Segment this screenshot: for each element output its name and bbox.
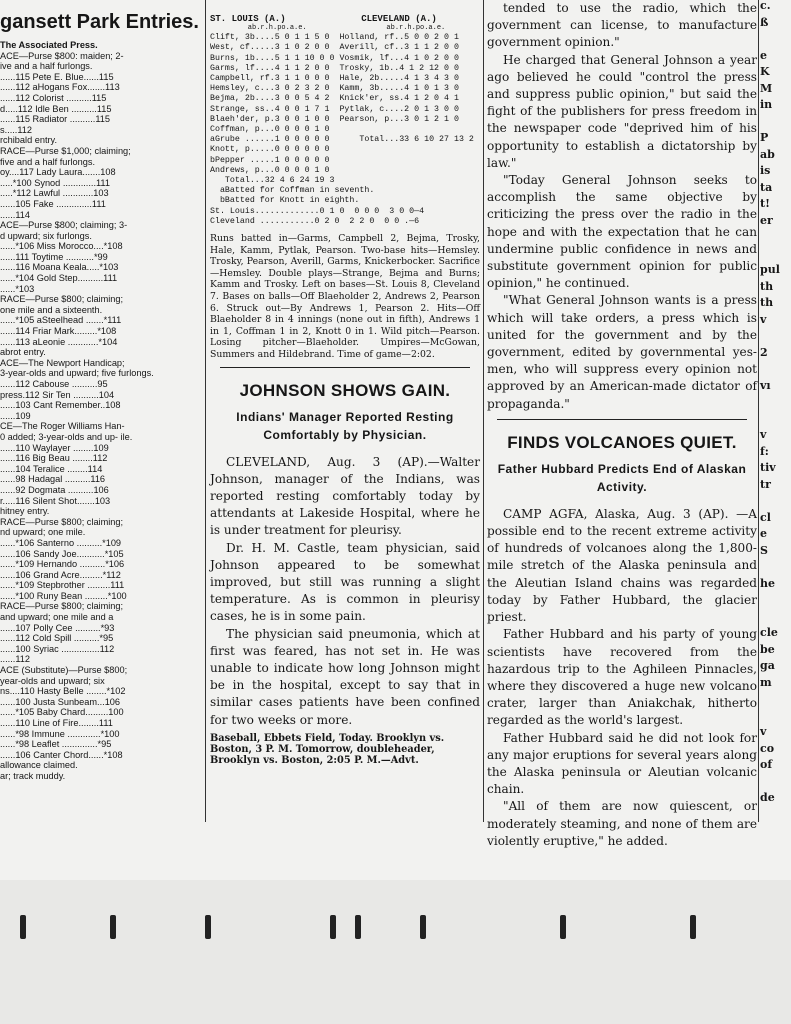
edge-fragment: tiv	[760, 461, 776, 474]
paragraph: "All of them are now quiescent, or moderately steaming, and none of them are violently eruptive," he added.	[487, 799, 757, 848]
entry-line: .....*100 Synod .............111	[0, 177, 110, 188]
race-conditions: 0 added; 3-year-olds and up- ile.	[0, 431, 133, 442]
article-headline: JOHNSON SHOWS GAIN.	[239, 380, 451, 400]
edge-fragment: ta	[760, 180, 773, 194]
article-body	[210, 454, 480, 729]
entry-line: s.....112	[0, 124, 33, 135]
edge-fragment: e	[760, 48, 767, 62]
paragraph: CAMP AGFA, Alaska, Aug. 3 (AP). —A possible end to the recent extreme activity of hundreds of volcanoes along the 1,800-mile stretch of the Alaska peninsula and the Aleutian Island chains was regarded today by Father Hubbard, the glacier priest.	[487, 506, 757, 625]
paragraph: Father Hubbard said he did not look for any major eruptions for several years along the Alaska peninsula or Aleutian volcanic chain.	[487, 730, 757, 797]
byline: The Associated Press.	[0, 40, 98, 50]
advertisement: Baseball, Ebbets Field, Today. Brooklyn vs. Boston, 3 P. M. Tomorrow, doubleheader, Brooklyn vs. Boston, 2:05 P. M.—Advt.	[210, 732, 445, 767]
edge-fragment	[760, 776, 791, 793]
scan-margin	[0, 880, 791, 1024]
article-body	[487, 506, 757, 850]
edge-fragment: be	[760, 642, 775, 656]
edge-fragment: c.	[760, 0, 771, 12]
box-score-summary: Runs batted in—Garms, Campbell 2, Bejma, Trosky, Hale, Kamm, Pytlak, Pearson. Two-base hits—Hemsley. Trosky, Pearson, Averill, Garms, Knickerbocker. Sacrifice—Hemsley. Double plays—Strange, Bejma and Burns; Kamm and Trosky. Left on bases—St. Louis 8, Cleveland 7. Bases on balls—Off Blaeholder 2, Andrews 2, Pearson 6. Struck out—By Andrews 1, Pearson 2. Hits—Off Blaeholder 8 in 4 innings (none out in fifth), Andrews 1 in 1, Coffman 1 in 2, Knott 0 in 1. Wild pitch—Pearson. Losing pitcher—Blaeholder. Umpires—McGowan, Summers and Hildebrand. Time of game—2:02.	[210, 233, 480, 360]
paragraph: Dr. H. M. Castle, team physician, said Johnson appeared to be somewhat improved, but still was running a slight temperature. As is common in pleurisy cases, he is in some pain.	[210, 540, 480, 624]
entry-line: ......106 Grand Acre.........*112	[0, 569, 121, 580]
race-title: RACE—Purse $1,000; claiming;	[0, 145, 131, 156]
paragraph: He charged that General Johnson a year ago believed he could "control the press and suppress public opinion," but said the fight of the publishers for press freedom in the newspaper code "deprived him of his opportunity to establish a dictatorship by law."	[487, 52, 757, 170]
entry-line: ......*98 Leaflet ..............*95	[0, 739, 112, 750]
entry-line: ......*100 Runy Bean .........*100	[0, 590, 127, 601]
entry-line: ......104 Teralice ........114	[0, 463, 103, 474]
box-score-table	[210, 33, 480, 227]
divider	[220, 367, 470, 368]
race-title: ACE (Substitute)—Purse $800;	[0, 665, 128, 676]
edge-fragment: er	[760, 213, 773, 227]
entry-line: ......112 aHogans Fox.......113	[0, 82, 120, 93]
entry-line: ......115 Radiator ..........115	[0, 114, 110, 125]
edge-fragment	[760, 231, 791, 248]
edge-fragment: cle	[760, 626, 778, 639]
continued-article-body	[487, 0, 757, 413]
edge-fragment: de	[760, 791, 775, 804]
edge-fragment: ga	[760, 659, 775, 672]
entry-line: oy....117 Lady Laura.......108	[0, 167, 116, 178]
edge-fragment: v	[760, 312, 767, 326]
entry-line: ......112 Colorist ..........115	[0, 92, 107, 103]
box-score-row: bBatted for Knott in eighth.	[210, 196, 360, 206]
entry-line: ......*104 Gold Step..........111	[0, 273, 118, 284]
race-conditions: five and a half furlongs.	[0, 156, 95, 167]
edge-fragment	[760, 594, 791, 611]
middle-column	[210, 0, 480, 822]
box-score-row: Total...32 4 6 24 19 3	[210, 176, 335, 186]
edge-fragment	[760, 611, 791, 628]
divider	[497, 419, 747, 420]
article-deck: Father Hubbard Predicts End of Alaskan Activity.	[497, 461, 747, 494]
entry-line: ......112	[0, 654, 30, 665]
entry-line: ......*109 Stepbrother .........111	[0, 580, 125, 591]
edge-fragment: 2	[760, 345, 768, 359]
paragraph: "What General Johnson wants is a press which will take orders, a press which is united for the government and by the government, edited by governmental yes-men, who will suppress every opinion not approved by an American-made dictator of propaganda."	[487, 293, 757, 411]
edge-fragment: th	[760, 296, 774, 309]
edge-fragment: is	[760, 164, 771, 177]
entry-line: ......110 Line of Fire........111	[0, 718, 113, 728]
paragraph: The physician said pneumonia, which at first was feared, has not set in. He was unable to indicate how long Johnson might be in the hospital, except to say that in similar cases patients have been confined for two weeks or more.	[210, 626, 480, 727]
edge-fragment: m	[760, 675, 772, 689]
scan-artifact	[330, 915, 336, 939]
edge-fragment: in	[760, 98, 773, 111]
edge-fragment: v	[760, 725, 767, 738]
box-score-row: Burns, 1b....5 1 1 10 0 0 Vosmik, lf...4 1 0 2 0 0	[210, 53, 459, 63]
edge-fragment: S	[760, 543, 768, 557]
entry-line: ......98 Hadagal ..........116	[0, 474, 106, 485]
box-score-row: Campbell, rf.3 1 1 0 0 0 Hale, 2b.....4 1 3 4 3 0	[210, 74, 459, 84]
article-deck: Indians' Manager Reported Resting Comfortably by Physician.	[236, 409, 454, 442]
box-score-row: West, cf.....3 1 0 2 0 0 Averill, cf..3 1 1 2 0 0	[210, 43, 459, 53]
scan-artifact	[20, 915, 26, 939]
scan-artifact	[420, 915, 426, 939]
edge-fragment: M	[760, 81, 773, 95]
edge-fragment: e	[760, 527, 767, 540]
edge-fragment	[760, 363, 791, 380]
entry-line: ......106 Canter Chord......*108	[0, 749, 123, 760]
entry-line: ......106 Sandy Joe...........*105	[0, 548, 124, 559]
entry-line: ......114 Friar Mark.........*108	[0, 326, 117, 337]
paragraph: Father Hubbard and his party of young scientists have recovered from the hazardous trip to the Aghileen Pinnacles, where they discovered a huge new volcano crater, larger than Aniakchak, hitherto regarded as the world's largest.	[487, 627, 757, 728]
edge-fragment	[760, 693, 791, 710]
edge-fragment: K	[760, 65, 770, 78]
race-title: ACE—Purse $800: maiden; 2-	[0, 50, 124, 61]
entry-line: ......109	[0, 410, 31, 421]
scan-artifact	[560, 915, 566, 939]
entry-line: ......*109 Hernando ..........*106	[0, 559, 125, 570]
race-title: rchibald entry.	[0, 135, 58, 146]
edge-fragment	[760, 33, 791, 50]
entry-line: ......114	[0, 209, 30, 220]
column-rule	[758, 0, 759, 822]
box-score-row: Clift, 3b....5 0 1 1 5 0 Holland, rf..5 0 0 2 0 1	[210, 33, 459, 43]
column-rule	[483, 0, 484, 822]
edge-fragment	[760, 396, 791, 413]
edge-fragment: pul	[760, 263, 780, 276]
race-conditions: ive and a half furlongs.	[0, 61, 93, 72]
entry-line: ......100 Justa Sunbeam...106	[0, 696, 121, 707]
entry-line: ......*98 Immune .............*100	[0, 728, 120, 739]
entry-line: ......92 Dogmata ..........106	[0, 484, 109, 495]
race-conditions: one mile and a sixteenth.	[0, 304, 103, 315]
race-list	[0, 51, 200, 782]
edge-fragment	[760, 413, 791, 430]
edge-fragment: cl	[760, 510, 771, 524]
paragraph: "Today General Johnson seeks to accomplish the same objective by criticizing the press over the radio in the hope and with the expectation that he can undermine public confidence in news and substitute government opinion for public opinion," he continued.	[487, 173, 757, 291]
box-score-row: Strange, ss..4 0 0 1 7 1 Pytlak, c....2 0 1 3 0 0	[210, 104, 459, 114]
edge-fragment: P	[760, 131, 769, 144]
edge-fragment: of	[760, 758, 773, 771]
edge-fragment	[760, 330, 791, 347]
box-score-row: Andrews, p...0 0 0 0 1 0	[210, 165, 330, 175]
column-heading: gansett Park Entries.	[0, 11, 199, 33]
entry-line: ......*103	[0, 283, 35, 294]
box-score-header: ST. LOUIS (A.) CLEVELAND (A.)	[210, 14, 437, 24]
edge-fragment: co	[760, 741, 775, 755]
paragraph: CLEVELAND, Aug. 3 (AP).—Walter Johnson, manager of the Indians, was reported resting comfortably today by attendants at Lakeside Hospital, where he is under treatment for pleurisy.	[210, 454, 480, 538]
box-score-row: bPepper .....1 0 0 0 0 0	[210, 155, 330, 165]
edge-fragment: ab	[760, 147, 775, 161]
race-title: RACE—Purse $800; claiming;	[0, 516, 124, 527]
entry-line: .....*112 Lawful ............103	[0, 188, 109, 199]
scan-artifact	[355, 915, 361, 939]
box-score-row: Knott, p.....0 0 0 0 0 0	[210, 145, 330, 155]
entry-line: d.....112 Idle Ben ..........115	[0, 103, 112, 114]
entry-line: ns....110 Hasty Belle ........*102	[0, 686, 126, 697]
race-conditions: 3-year-olds and upward; five furlongs.	[0, 368, 154, 379]
entry-line: ......116 Moana Keala.....*103	[0, 262, 119, 273]
entry-line: ......110 Waylayer ........109	[0, 442, 109, 453]
entry-line: ......*106 Miss Morocco....*108	[0, 241, 123, 252]
race-conditions: d upward; six furlongs.	[0, 230, 92, 241]
edge-fragment: tr	[760, 477, 771, 491]
entry-line: ......115 Pete E. Blue......115	[0, 71, 114, 82]
edge-fragment	[760, 495, 791, 512]
edge-fragment: he	[760, 576, 775, 590]
race-entries-column	[0, 10, 200, 835]
race-title: ar; track muddy.	[0, 770, 66, 781]
entry-line: ......112 Cold Spill ..........*95	[0, 633, 114, 644]
edge-fragment	[760, 248, 791, 265]
box-score-row: Blaeh'der, p.3 0 0 1 0 0 Pearson, p...3 0 1 2 1 0	[210, 114, 459, 124]
entry-line: ......*105 Baby Chard.........100	[0, 707, 124, 718]
race-title: CE—The Roger Williams Han-	[0, 421, 125, 432]
paragraph: tended to use the radio, which the government can license, to manufacture government opinion."	[487, 1, 757, 50]
entry-line: ......*106 Santerno ..........*109	[0, 537, 122, 548]
entry-line: ......111 Toytime ...........*99	[0, 251, 108, 262]
edge-fragment	[760, 561, 791, 578]
scan-artifact	[205, 915, 211, 939]
article-headline: FINDS VOLCANOES QUIET.	[507, 432, 737, 452]
box-score-row: Bejma, 2b....3 0 0 5 4 2 Knick'er, ss.4 1 2 0 4 1	[210, 94, 459, 104]
box-score-subheader: ab.r.h.po.a.e. ab.r.h.po.a.e.	[210, 24, 446, 33]
race-title: ACE—The Newport Handicap;	[0, 357, 125, 368]
box-score-row: Hemsley, c...3 0 2 3 2 0 Kamm, 3b.....4 1 0 1 3 0	[210, 84, 459, 94]
scan-artifact	[690, 915, 696, 939]
race-conditions: year-olds and upward; six	[0, 675, 105, 686]
edge-fragment	[760, 116, 791, 133]
edge-fragment	[760, 710, 791, 727]
box-score-row: Cleveland ...........0 2 0 2 2 0 0 0 .—6	[210, 216, 420, 226]
edge-fragment: vı	[760, 378, 771, 392]
entry-line: ......112 Cabouse ..........95	[0, 379, 108, 389]
edge-fragment: v	[760, 428, 767, 441]
entry-line: r.....116 Silent Shot.......103	[0, 495, 111, 506]
race-title: abrot entry.	[0, 347, 46, 358]
race-title: ACE—Purse $800; claiming; 3-	[0, 220, 128, 231]
entry-line: ......*105 aSteelhead .......*111	[0, 315, 122, 326]
entry-line: ......116 Big Beau ........112	[0, 453, 108, 464]
box-score-row: Coffman, p...0 0 0 0 1 0	[210, 125, 330, 135]
box-score-row: aGrube ......1 0 0 0 0 0 Total...33 6 10 27 13 2	[210, 135, 474, 145]
edge-fragment: ß	[760, 15, 769, 29]
edge-fragment: t!	[760, 197, 770, 210]
box-score-row: St. Louis.............0 1 0 0 0 0 3 0 0—4	[210, 206, 425, 216]
entry-line: press.112 Sir Ten ..........104	[0, 389, 115, 400]
race-title: hitney entry.	[0, 506, 50, 517]
entry-line: ......105 Fake ..............111	[0, 198, 106, 209]
race-conditions: nd upward; one mile.	[0, 527, 86, 538]
clipped-edge-column	[760, 0, 791, 822]
scan-artifact	[110, 915, 116, 939]
edge-fragment: f:	[760, 444, 769, 458]
right-column	[487, 0, 757, 848]
entry-line: ......100 Syriac ...............112	[0, 643, 115, 654]
column-rule	[205, 0, 206, 822]
entry-line: ......107 Polly Cee ..........*93	[0, 622, 115, 633]
race-title: RACE—Purse $800; claiming;	[0, 601, 124, 612]
entry-line: ......103 Cant Remember..108	[0, 400, 121, 411]
edge-fragment: th	[760, 279, 774, 293]
race-title: RACE—Purse $800; claiming;	[0, 294, 124, 305]
entry-line: ......113 aLeonie ............*104	[0, 336, 118, 347]
race-title: allowance claimed.	[0, 760, 78, 771]
box-score-row: Garms, lf....4 1 1 2 0 0 Trosky, 1b..4 1 2 12 0 0	[210, 63, 459, 73]
box-score-row: aBatted for Coffman in seventh.	[210, 186, 375, 196]
race-conditions: and upward; one mile and a	[0, 612, 114, 623]
